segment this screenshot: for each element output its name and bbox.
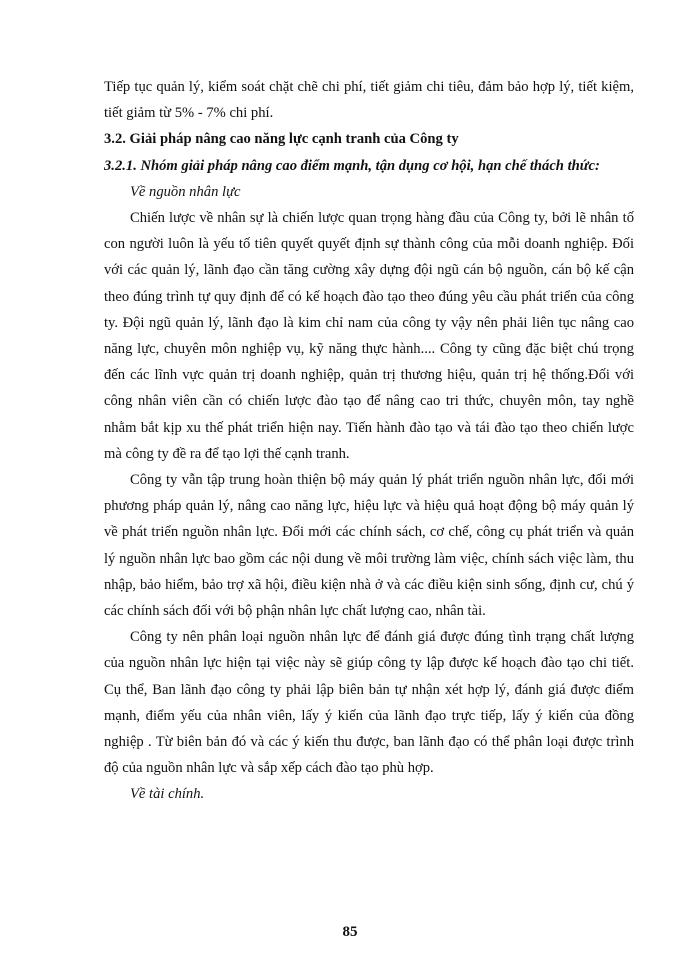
page-body [104, 74, 634, 808]
body-paragraph: Công ty nên phân loại nguồn nhân lực để đánh giá được đúng tình trạng chất lượng của nguồn nhân lực hiện tại việc này sẽ giúp công ty lập được kế hoạch đào tạo chi tiết. Cụ thể, Ban lãnh đạo công ty phải lập biên bản tự nhận xét hợp lý, đánh giá được điểm mạnh, điểm yếu của nhân viên, lấy ý kiến của lãnh đạo trực tiếp, lấy ý kiến của đồng nghiệp . Từ biên bản đó và các ý kiến thu được, ban lãnh đạo có thể phân loại được trình độ của nguồn nhân lực và sắp xếp cách đào tạo phù hợp. [104, 629, 634, 777]
body-paragraph: Chiến lược về nhân sự là chiến lược quan trọng hàng đầu của Công ty, bởi lẽ nhân tố con người luôn là yếu tố tiên quyết quyết định sự thành công của mỗi doanh nghiệp. Đối với các quản lý, lãnh đạo cần tăng cường xây dựng đội ngũ cán bộ nguồn, cán bộ kế cận theo đúng trình tự quy định để có kế hoạch đào tạo theo đúng yêu cầu phát triển của công ty. Đội ngũ quản lý, lãnh đạo là kim chỉ nam của công ty vậy nên phải liên tục nâng cao năng lực, chuyên môn nghiệp vụ, kỹ năng thực hành.... Công ty cũng đặc biệt chú trọng đến các lĩnh vực quản trị doanh nghiệp, quản trị thương hiệu, quản trị hệ thống.Đối với công nhân viên cần có chiến lược đào tạo để nâng cao tri thức, chuyên môn, tay nghề nhằm bắt kịp xu thế phát triển hiện nay. Tiến hành đào tạo và tái đào tạo theo chiến lược mà công ty đề ra để tạo lợi thế cạnh tranh. [104, 210, 634, 462]
intro-paragraph: Tiếp tục quản lý, kiểm soát chặt chẽ chi phí, tiết giảm chi tiêu, đảm bảo hợp lý, tiết kiệm, tiết giảm từ 5% - 7% chi phí. [104, 79, 634, 122]
section-heading: 3.2. Giải pháp nâng cao năng lực cạnh tranh của Công ty [104, 131, 459, 148]
page-number: 85 [342, 924, 358, 940]
finance-label: Về tài chính. [130, 786, 205, 803]
human-resources-label: Về nguồn nhân lực [130, 183, 241, 200]
body-paragraph: Công ty vẫn tập trung hoàn thiện bộ máy quản lý phát triển nguồn nhân lực, đổi mới phương pháp quản lý, nâng cao năng lực, hiệu lực và hiệu quả hoạt động bộ máy quản lý về phát triển nguồn nhân lực. Đổi mới các chính sách, cơ chế, công cụ phát triển và quản lý nguồn nhân lực bao gồm các nội dung về môi trường làm việc, chính sách việc làm, thu nhập, bảo hiểm, bảo trợ xã hội, điều kiện nhà ở và các điều kiện sinh sống, định cư, chú ý các chính sách đối với bộ phận nhân lực chất lượng cao, nhân tài. [104, 472, 634, 620]
subsection-heading: 3.2.1. Nhóm giải pháp nâng cao điểm mạnh, tận dụng cơ hội, hạn chế thách thức: [104, 157, 600, 174]
